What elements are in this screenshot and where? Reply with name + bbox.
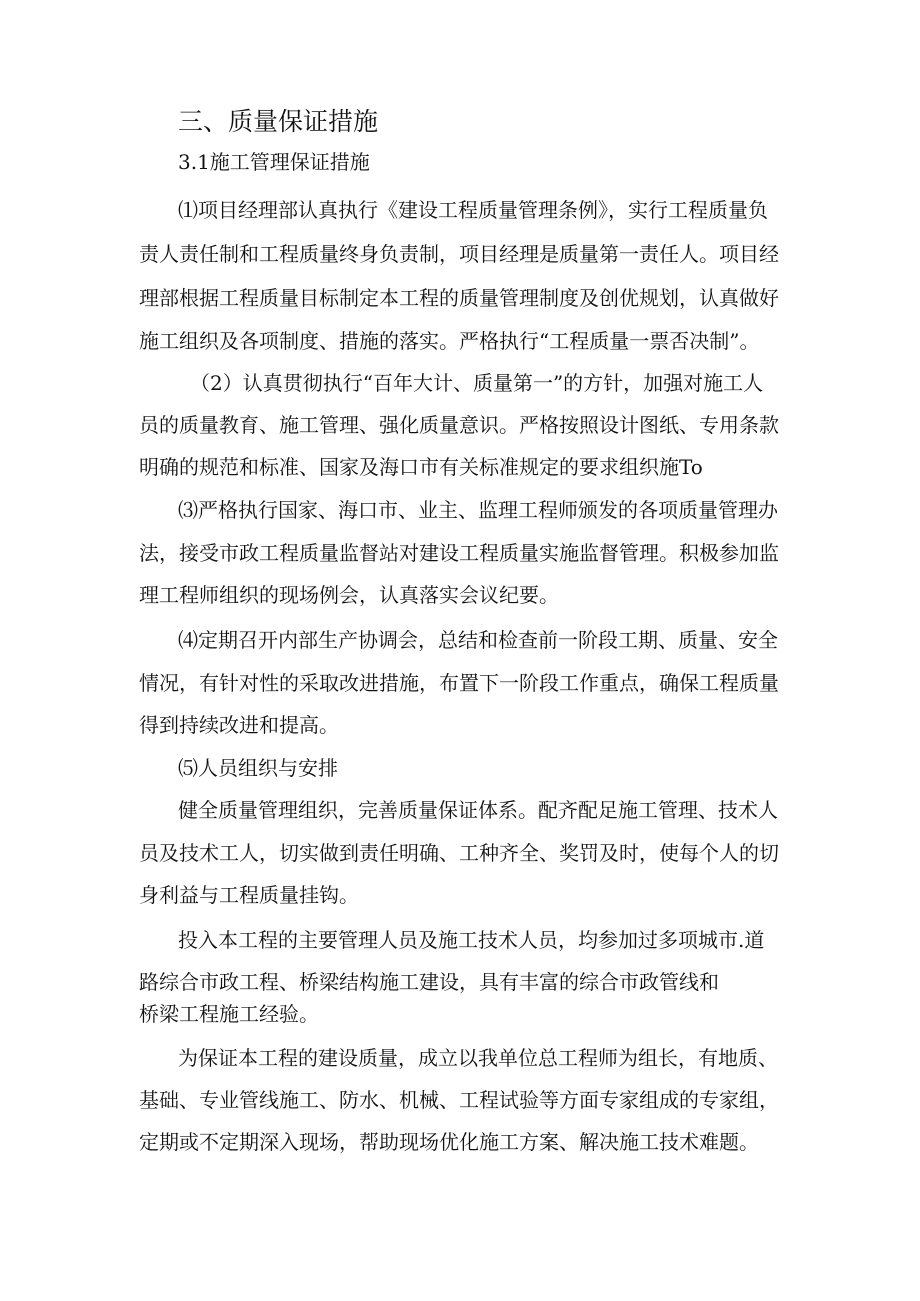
text-line: ⑴项目经理部认真执行《建设工程质量管理条例》，实行工程质量负 [178, 198, 768, 222]
text-line: 法，接受市政工程质量监督站对建设工程质量实施监督管理。积极参加监 [139, 541, 779, 565]
text-line: 桥梁工程施工经验。 [139, 1002, 319, 1026]
text-line: 员及技术工人，切实做到责任明确、工种齐全、奖罚及时，使每个人的切 [139, 841, 779, 865]
subsection-title: 3.1施工管理保证措施 [178, 150, 370, 174]
text-line: ⑶严格执行国家、海口市、业主、监理工程师颁发的各项质量管理办 [178, 498, 778, 522]
text-line: 施工组织及各项制度、措施的落实。严格执行“工程质量一票否决制”。 [139, 329, 760, 353]
text-line: 责人责任制和工程质量终身负责制，项目经理是质量第一责任人。项目经 [139, 242, 779, 266]
section-title: 三、质量保证措施 [178, 107, 379, 136]
paragraph-5-heading: ⑸人员组织与安排 [178, 756, 338, 780]
text-line: 理部根据工程质量目标制定本工程的质量管理制度及创优规划，认真做好 [139, 286, 779, 310]
text-line: 为保证本工程的建设质量，成立以我单位总工程师为组长，有地质、 [178, 1046, 778, 1070]
text-line: 健全质量管理组织，完善质量保证体系。配齐配足施工管理、技术人 [178, 798, 778, 822]
text-line: 情况，有针对性的采取改进措施，布置下一阶段工作重点，确保工程质量 [139, 671, 779, 695]
text-line: 基础、专业管线施工、防水、机械、工程试验等方面专家组成的专家组， [139, 1088, 779, 1112]
text-line: （2）认真贯彻执行“百年大计、质量第一”的方针，加强对施工人 [190, 371, 764, 395]
text-line: 明确的规范和标准、国家及海口市有关标准规定的要求组织施To [139, 455, 703, 479]
text-line: 路综合市政工程、桥梁结构施工建设，具有丰富的综合市政管线和 [139, 970, 719, 994]
text-line: 身利益与工程质量挂钩。 [139, 883, 359, 907]
text-line: 理工程师组织的现场例会，认真落实会议纪要。 [139, 583, 559, 607]
text-line: 得到持续改进和提高。 [139, 713, 339, 737]
text-line: 定期或不定期深入现场，帮助现场优化施工方案、解决施工技术难题。 [139, 1130, 759, 1154]
text-line: 员的质量教育、施工管理、强化质量意识。严格按照设计图纸、专用条款 [139, 413, 779, 437]
text-line: ⑷定期召开内部生产协调会，总结和检查前一阶段工期、质量、安全 [178, 628, 778, 652]
text-line: 投入本工程的主要管理人员及施工技术人员，均参加过多项城市.道 [178, 928, 765, 952]
